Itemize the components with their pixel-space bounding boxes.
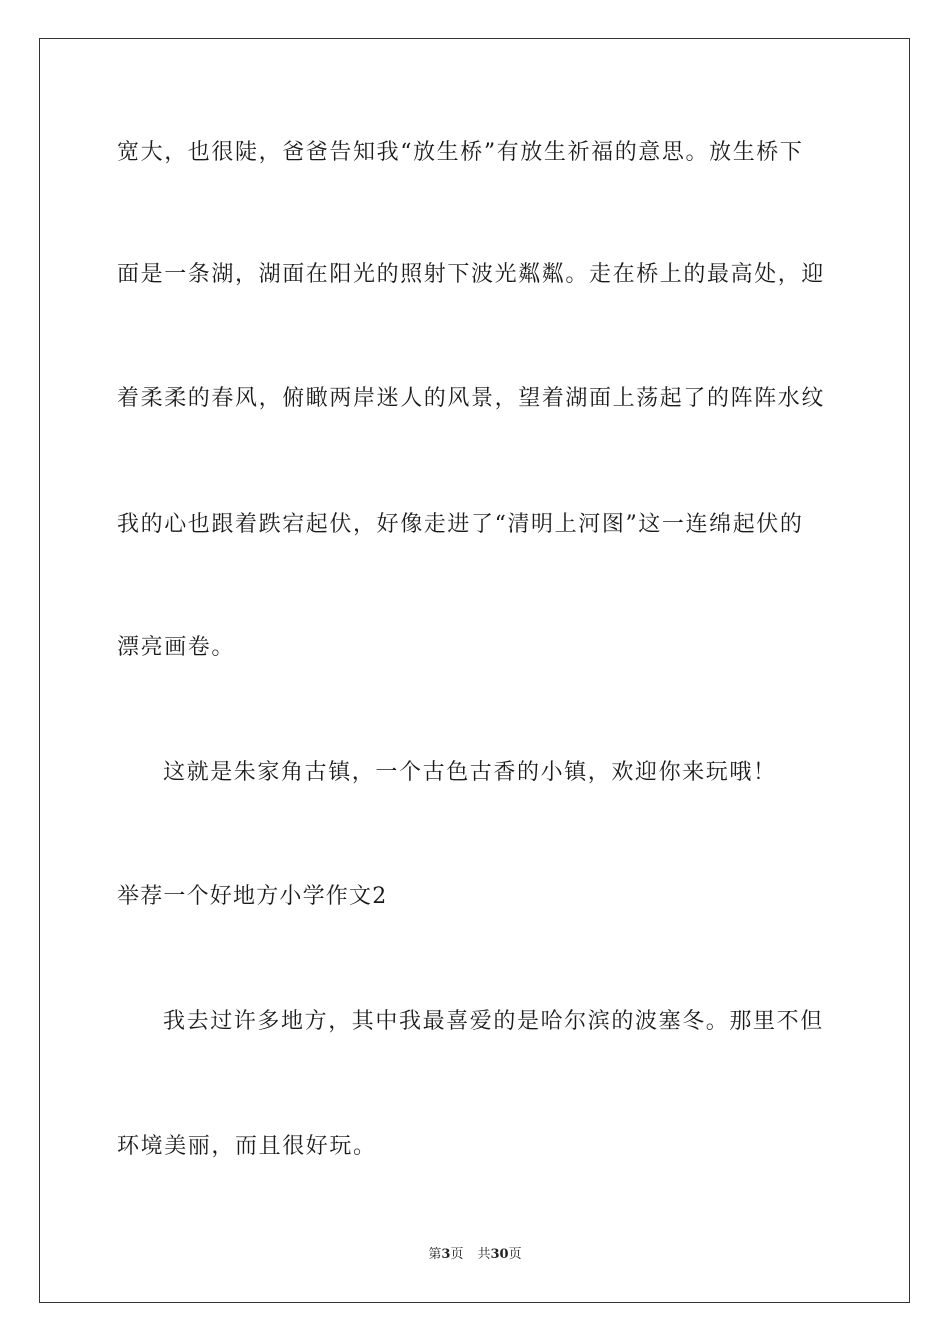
body-line-5: 漂亮画卷。 [117,635,236,660]
section-heading: 举荐一个好地方小学作文2 [117,884,388,909]
total-pages: 30 [490,1247,509,1262]
page-number: 3 [441,1247,451,1262]
body-line-1: 宽大，也很陡，爸爸告知我“放生桥”有放生祈福的意思。放生桥下 [117,140,804,165]
total-suffix: 页 [508,1247,522,1262]
page-suffix: 页 [450,1247,464,1262]
page-prefix: 第 [428,1247,442,1262]
body-line-3: 着柔柔的春风，俯瞰两岸迷人的风景，望着湖面上荡起了的阵阵水纹 [117,386,826,411]
page-border [39,38,910,1303]
paragraph-line-start: 我去过许多地方，其中我最喜爱的是哈尔滨的波塞冬。那里不但 [163,1009,824,1034]
body-line-4: 我的心也跟着跌宕起伏，好像走进了“清明上河图”这一连绵起伏的 [117,512,804,537]
paragraph-line-closing: 这就是朱家角古镇，一个古色古香的小镇，欢迎你来玩哦！ [163,760,777,785]
paragraph-line-end: 环境美丽，而且很好玩。 [117,1134,377,1159]
total-prefix: 共 [477,1247,491,1262]
body-line-2: 面是一条湖，湖面在阳光的照射下波光粼粼。走在桥上的最高处，迎 [117,262,826,287]
page-footer [0,1246,950,1264]
